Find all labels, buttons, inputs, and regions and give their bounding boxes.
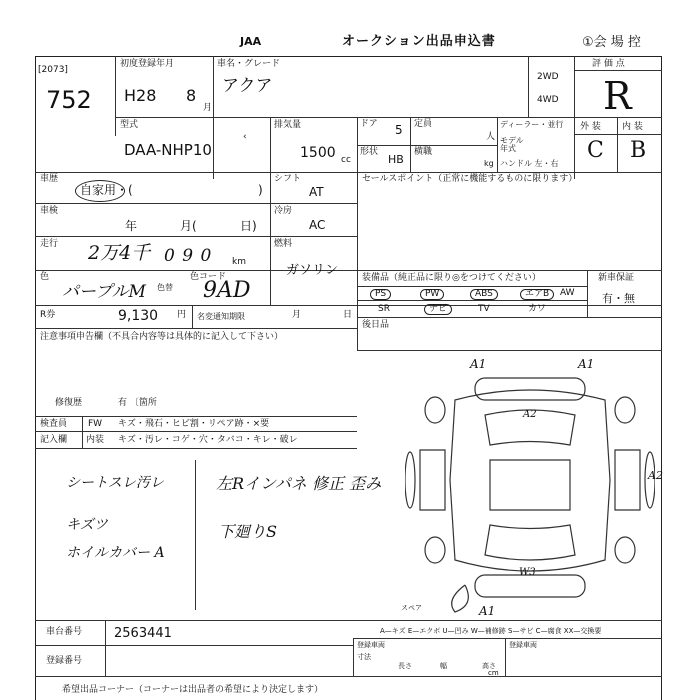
capacity-label: 定員	[414, 119, 433, 129]
registration-label: 初度登録年月	[120, 59, 175, 69]
inspector-ext-label: FW	[88, 419, 103, 429]
spare-label: スペア	[401, 604, 422, 612]
header-logo: JAA	[240, 35, 262, 48]
length-label: 横職	[414, 147, 433, 157]
model-year-label: モデル年式	[500, 136, 524, 153]
fuel-value: ガソリン	[286, 263, 339, 278]
color-change-label: 色替	[157, 283, 173, 292]
notes-label: 注意事項申告欄（不具合内容等は具体的に記入して下さい）	[40, 332, 284, 342]
equipment-aw: AW	[560, 288, 575, 298]
size-width-label: 幅	[440, 662, 447, 670]
spec-label-2: 寸法	[357, 653, 371, 661]
repair-history-value: 有 〔箇所	[118, 398, 157, 408]
model-label: 型式	[120, 120, 139, 130]
interior-label: 内 装	[622, 122, 643, 132]
equipment-label: 装備品（純正品に限り◎をつけてください）	[362, 273, 541, 283]
color-value: パープルM	[62, 282, 146, 302]
equipment-airbag: エアB	[520, 289, 554, 300]
rear-items-label: 後日品	[362, 320, 390, 330]
mileage-value-2: 0 9 0	[164, 246, 213, 266]
handle-label: ハンドル 左・右	[500, 159, 559, 168]
car-name-value: アクア	[222, 76, 273, 96]
rating-value: R	[603, 74, 632, 118]
drive-2wd: 2WD	[537, 72, 559, 82]
transfer-day: 日	[343, 310, 353, 320]
interior-value: B	[630, 138, 647, 163]
color-code-label: 色コード	[190, 272, 227, 282]
registration-number-label: 登録番号	[46, 656, 83, 666]
tax-unit: 円	[177, 310, 187, 320]
equipment-tv: TV	[478, 304, 490, 314]
model-value: DAA-NHP10	[124, 141, 212, 159]
equipment-ps: PS	[370, 289, 391, 300]
tax-value: 9,130	[118, 308, 159, 324]
color-label: 色	[40, 272, 50, 282]
size-length-label: 長さ	[398, 662, 412, 670]
registration-month: 8	[186, 86, 197, 105]
rating-label: 評 価 点	[592, 59, 625, 69]
spec-label-3: 登録車両	[509, 641, 537, 649]
history-circle	[75, 180, 125, 202]
mileage-value-1: 2万4千	[88, 242, 151, 264]
inspection-day: 日)	[240, 219, 257, 233]
exterior-label: 外 装	[580, 122, 601, 132]
model-mark: ‹	[243, 132, 247, 142]
shift-value: AT	[309, 185, 324, 199]
damage-mark-5: W3	[519, 567, 536, 578]
size-height-label: 高さ	[482, 662, 496, 670]
shape-value: HB	[388, 153, 404, 166]
capacity-unit: 人	[486, 132, 496, 142]
history-label: 車歴	[40, 174, 59, 184]
doors-value: 5	[395, 123, 403, 137]
chassis-label: 車台番号	[46, 627, 83, 637]
damage-mark-4: A2	[648, 469, 663, 482]
sheet-id: [2073]	[38, 65, 68, 75]
inspector-label: 検査員	[40, 419, 68, 429]
aircon-label: 冷房	[274, 206, 293, 216]
car-name-label: 車名・グレード	[217, 59, 281, 69]
inspection-month: 月(	[180, 219, 197, 233]
handwritten-left-1: シートスレ汚レ	[66, 475, 164, 491]
inspector-int-label: 内装	[86, 435, 105, 445]
entry-label: 記入欄	[40, 435, 68, 445]
repair-history-label: 修復歴	[55, 398, 83, 408]
dealer-label: ディーラー・並行	[500, 120, 564, 129]
equipment-leather: カワ	[528, 304, 547, 314]
handwritten-right-1: 左Rインパネ 修正 歪み	[216, 474, 382, 493]
damage-mark-6: A1	[479, 604, 496, 618]
damage-mark-1: A1	[470, 357, 487, 371]
inspector-ext-items: キズ・飛石・ヒビ割・リペア跡・×要	[118, 419, 270, 429]
damage-legend: A—キズ E—エクボ U—凹み W—補修跡 S—サビ C—腐食 XX—交換要	[380, 627, 602, 635]
kg-unit: kg	[484, 159, 494, 168]
selling-points-label: セールスポイント（正常に機能するものに限ります）	[362, 174, 578, 184]
venue-copy-label: ①会 場 控	[582, 35, 641, 50]
equipment-abs: ABS	[470, 289, 498, 300]
equipment-navi: ナビ	[424, 304, 452, 315]
tax-label: R券	[40, 310, 56, 320]
new-warranty-value: 有・無	[602, 292, 635, 305]
size-unit: cm	[488, 669, 499, 677]
inspection-label: 車検	[40, 206, 59, 216]
displacement-unit: cc	[341, 155, 351, 165]
handwritten-left-2: キズツ	[66, 517, 108, 533]
spec-label-1: 登録車両	[357, 641, 385, 649]
lot-number: 752	[46, 86, 92, 114]
registration-month-unit: 月	[203, 103, 213, 113]
damage-mark-3: A2	[523, 409, 537, 420]
handwritten-left-3: ホイルカバー A	[66, 545, 165, 561]
shape-label: 形状	[360, 147, 379, 157]
transfer-month: 月	[292, 310, 302, 320]
damage-mark-2: A1	[578, 357, 595, 371]
doors-label: ドア	[360, 119, 378, 129]
color-code-value: 9AD	[203, 278, 251, 303]
history-close: )	[258, 183, 263, 197]
shift-label: シフト	[274, 174, 302, 184]
chassis-value: 2563441	[114, 626, 172, 641]
preferred-corner-label: 希望出品コーナー（コーナーは出品者の希望により決定します）	[62, 685, 324, 695]
fuel-label: 燃料	[274, 239, 293, 249]
inspection-year: 年	[125, 219, 138, 233]
displacement-label: 排気量	[274, 120, 302, 130]
handwritten-right-2: 下廻りS	[218, 522, 277, 541]
displacement-value: 1500	[300, 145, 336, 161]
header-title: オークション出品申込書	[342, 34, 496, 49]
history-value: 自家用・(	[80, 183, 133, 197]
equipment-pw: PW	[420, 289, 444, 300]
transfer-deadline-label: 名変通知期限	[197, 312, 245, 321]
inspector-int-items: キズ・汚レ・コゲ・穴・タバコ・キレ・破レ	[118, 435, 298, 445]
mileage-label: 走行	[40, 239, 59, 249]
aircon-value: AC	[309, 218, 326, 232]
exterior-value: C	[587, 138, 604, 163]
new-warranty-label: 新車保証	[598, 273, 635, 283]
car-diagram	[405, 357, 655, 625]
equipment-sr: SR	[378, 304, 390, 314]
drive-4wd: 4WD	[537, 95, 559, 105]
registration-year: H28	[124, 86, 157, 105]
mileage-unit: km	[232, 257, 246, 267]
